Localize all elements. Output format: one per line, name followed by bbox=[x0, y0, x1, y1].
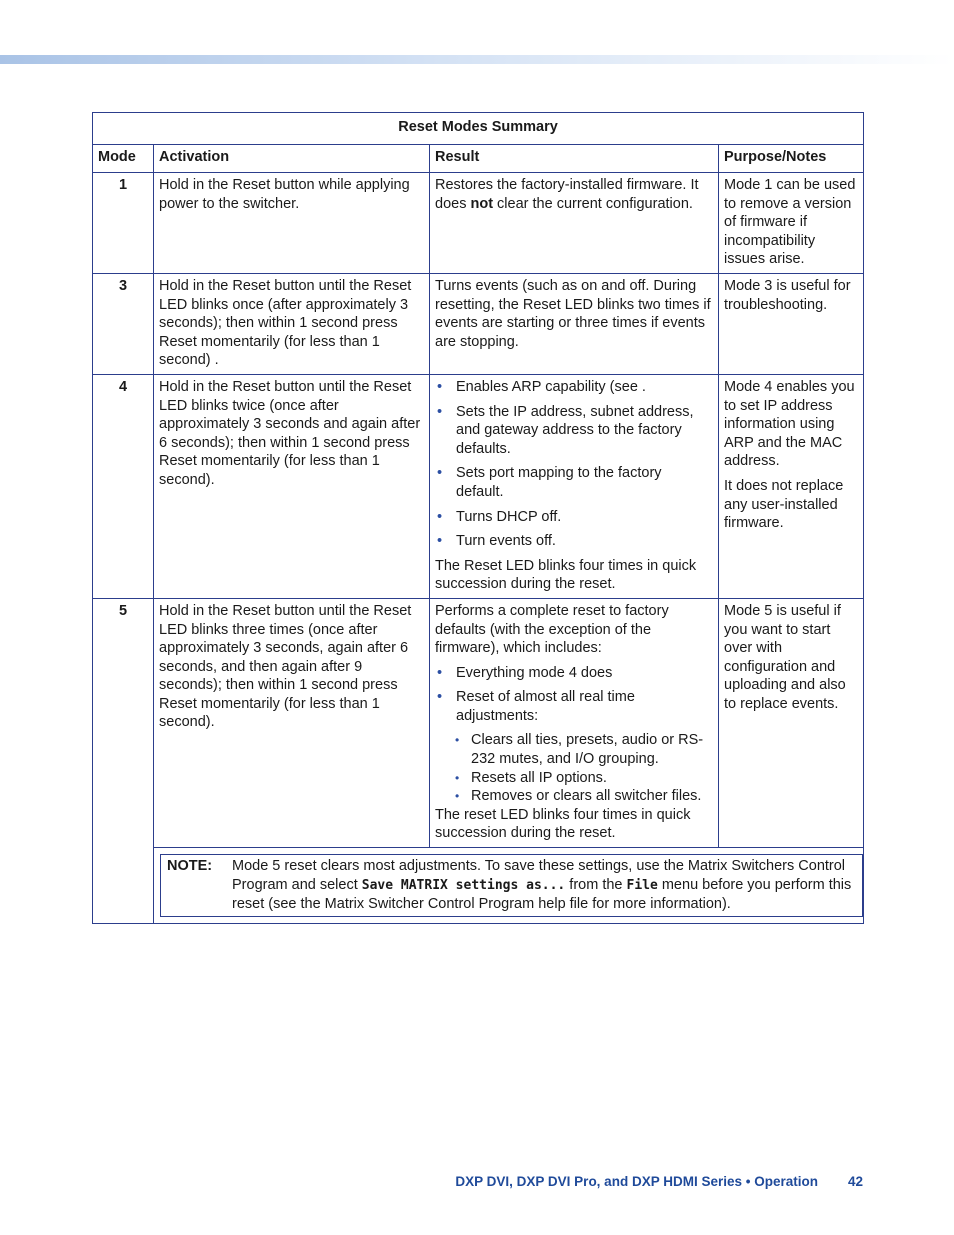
mode-number: 1 bbox=[93, 173, 154, 274]
column-header-activation: Activation bbox=[154, 145, 430, 173]
activation-cell: Hold in the Reset button until the Reset LED blinks twice (once after approximately 3 seconds and again after 6 seconds); then within 1 second press Reset momentarily (for less than 1 second). bbox=[154, 374, 430, 598]
note-text-part: from the bbox=[565, 876, 627, 893]
activation-cell: Hold in the Reset button until the Reset LED blinks three times (once after approximately 3 seconds, again after 6 seconds, and then again after 9 seconds); then within 1 second press Reset momentarily (for less than 1 second). bbox=[154, 598, 430, 847]
column-header-mode: Mode bbox=[93, 145, 154, 173]
table-row bbox=[93, 274, 864, 375]
list-item: • Turns DHCP off. bbox=[435, 508, 713, 527]
result-intro: Performs a complete reset to factory defaults (with the exception of the firmware), which includes: bbox=[435, 602, 669, 657]
table-row bbox=[93, 173, 864, 274]
list-item: • Sets the IP address, subnet address, and gateway address to the factory defaults. bbox=[435, 403, 713, 459]
sub-list-item: • Removes or clears all switcher files. bbox=[435, 787, 713, 806]
table-row bbox=[93, 598, 864, 847]
notes-cell: Mode 5 is useful if you want to start over with configuration and uploading and also to replace events. bbox=[719, 598, 864, 847]
sub-list-item: • Resets all IP options. bbox=[435, 769, 713, 788]
result-cell bbox=[430, 173, 719, 274]
mode-number: 4 bbox=[93, 374, 154, 598]
list-item-text: Reset of almost all real time adjustments: bbox=[456, 689, 635, 724]
notes-cell bbox=[719, 374, 864, 598]
note-row bbox=[93, 848, 864, 924]
menu-name-file: File bbox=[626, 877, 658, 893]
page-number: 42 bbox=[847, 1174, 863, 1189]
table-row bbox=[93, 374, 864, 598]
notes-text: It does not replace any user-installed firmware. bbox=[724, 477, 844, 532]
result-cell: Turns events (such as on and off. During resetting, the Reset LED blinks two times if events are starting or three times if events are stopping. bbox=[430, 274, 719, 375]
note-cell bbox=[154, 848, 864, 924]
sub-list-item: • Clears all ties, presets, audio or RS-232 mutes, and I/O grouping. bbox=[435, 731, 713, 768]
note-text bbox=[232, 857, 856, 914]
table-title: Reset Modes Summary bbox=[93, 113, 864, 145]
activation-cell: Hold in the Reset button while applying power to the switcher. bbox=[154, 173, 430, 274]
result-footnote: The Reset LED blinks four times in quick succession during the reset. bbox=[435, 557, 697, 593]
note-label: NOTE: bbox=[167, 858, 213, 875]
result-cell bbox=[430, 598, 719, 847]
column-header-result: Result bbox=[430, 145, 719, 173]
notes-cell: Mode 1 can be used to remove a version of firmware if incompatibility issues arise. bbox=[719, 173, 864, 274]
reset-modes-table bbox=[92, 112, 864, 924]
notes-text: Mode 4 enables you to set IP address information using ARP and the MAC address. bbox=[724, 378, 855, 470]
menu-command-save-matrix: Save MATRIX settings as... bbox=[361, 877, 566, 893]
result-text: Restores the factory-installed firmware. It does bbox=[435, 177, 699, 212]
header-gradient-bar bbox=[0, 55, 954, 64]
mode-number: 3 bbox=[93, 274, 154, 375]
list-item: • Turn events off. bbox=[435, 532, 713, 551]
result-text: clear the current configuration. bbox=[493, 195, 693, 212]
activation-cell: Hold in the Reset button until the Reset LED blinks once (after approximately 3 seconds); then within 1 second press Reset momentarily (for less than 1 second) . bbox=[154, 274, 430, 375]
list-item: • Sets port mapping to the factory default. bbox=[435, 464, 713, 501]
note-box bbox=[160, 854, 863, 917]
note-text-part: Mode 5 reset clears most adjustments. To save these settings, use the Matrix Switchers Control Program and select bbox=[232, 858, 846, 893]
mode-number: 5 bbox=[93, 598, 154, 923]
note-text-part: menu before you perform this reset (see the Matrix Switcher Control Program help file for more information). bbox=[232, 876, 852, 913]
notes-cell: Mode 3 is useful for troubleshooting. bbox=[719, 274, 864, 375]
list-item bbox=[435, 688, 713, 725]
list-item: • Enables ARP capability (see . bbox=[435, 378, 713, 397]
result-emphasis: not bbox=[470, 195, 494, 212]
list-item: • Everything mode 4 does bbox=[435, 664, 713, 683]
result-footnote: The reset LED blinks four times in quick succession during the reset. bbox=[435, 806, 691, 842]
column-header-purpose-notes: Purpose/Notes bbox=[719, 145, 864, 173]
footer-title: DXP DVI, DXP DVI Pro, and DXP HDMI Series • Operation bbox=[455, 1174, 818, 1189]
page-footer bbox=[455, 1174, 863, 1189]
result-cell bbox=[430, 374, 719, 598]
